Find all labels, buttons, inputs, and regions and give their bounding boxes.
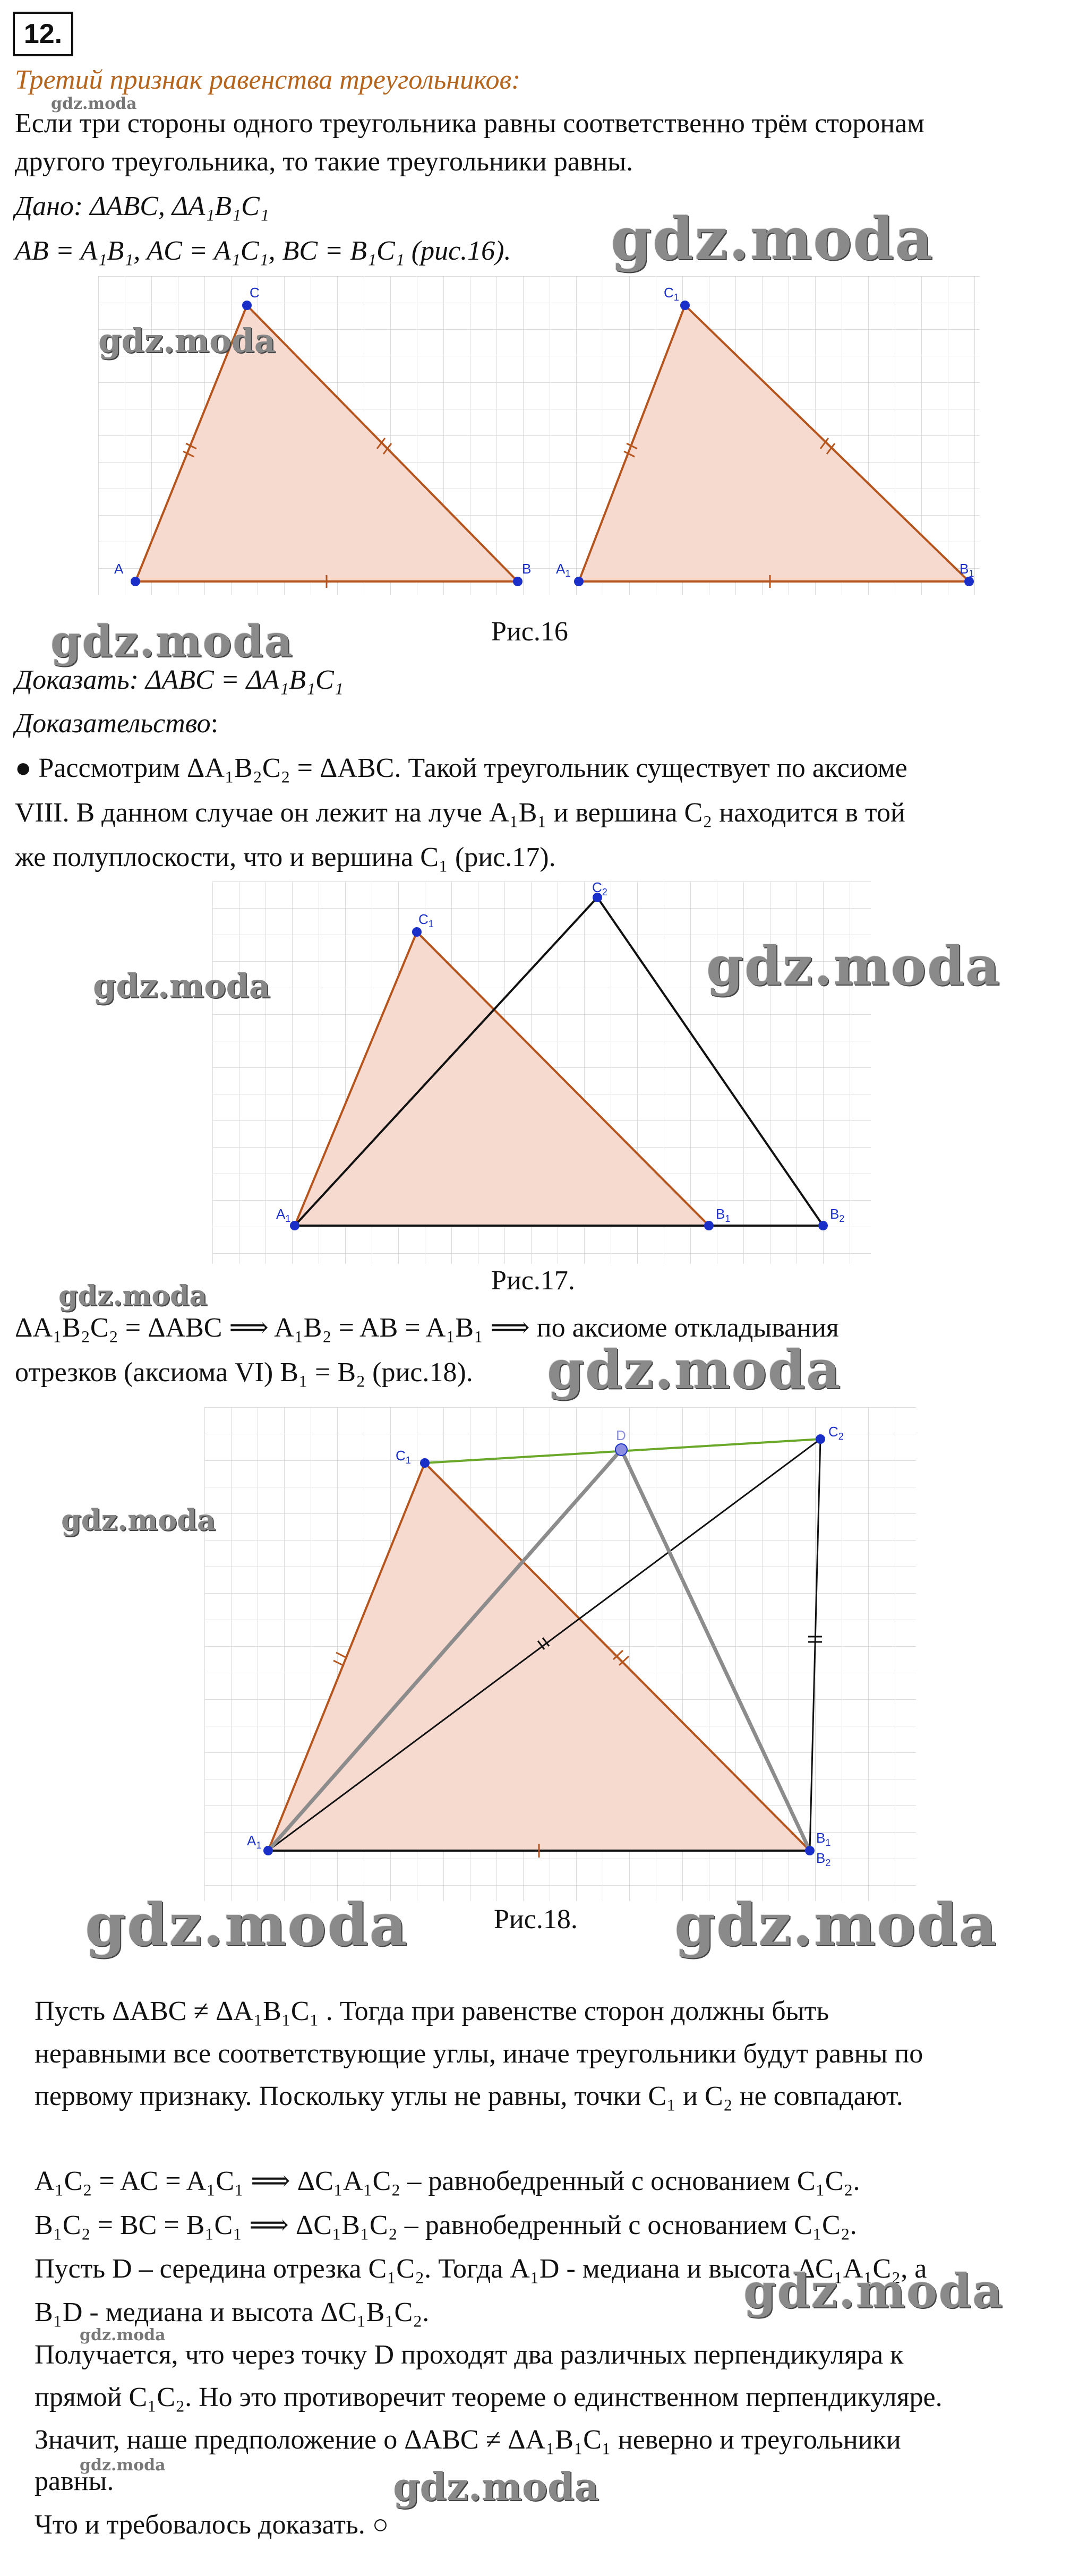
para4-line-6: прямой C₁C₂. Но это противоречит теореме о единственном перпендикуляре. xyxy=(35,2382,943,2412)
label-b2-letter: B xyxy=(816,1850,826,1866)
fig16-caption: Рис.16 xyxy=(491,617,568,647)
given-label: Дано: xyxy=(15,191,83,221)
point-a xyxy=(131,577,140,586)
para4-line-7: Значит, наше предположение о ΔABC ≠ ΔA₁B₁C₁ неверно и треугольники xyxy=(35,2425,901,2455)
watermark-para2: gdz.moda xyxy=(547,1338,842,1401)
point-b1 xyxy=(805,1846,815,1855)
label-b1-sub: 1 xyxy=(725,1213,731,1224)
proof-line xyxy=(15,706,218,741)
label-d: D xyxy=(616,1427,626,1443)
label-b2-sub: 2 xyxy=(839,1213,845,1224)
label-b2-sub: 2 xyxy=(825,1858,831,1868)
watermark-fig17-left: gdz.moda xyxy=(93,966,270,1005)
watermark-fig17-right: gdz.moda xyxy=(706,935,1001,997)
watermark-bottom-right: gdz.moda xyxy=(674,1890,998,1959)
point-b xyxy=(513,577,523,586)
point-a1 xyxy=(290,1221,299,1230)
label-a1-letter: A xyxy=(276,1206,286,1222)
label-c2-letter: C xyxy=(828,1424,838,1440)
point-c1 xyxy=(412,927,422,937)
label-c1-letter: C xyxy=(664,285,674,301)
proof-colon: : xyxy=(210,708,219,739)
point-c2 xyxy=(816,1434,825,1444)
prove-label: Доказать xyxy=(15,665,130,695)
watermark-small-2: gdz.moda xyxy=(80,2326,166,2344)
para2-line-2: отрезков (аксиома VI) B₁ = B₂ (рис.18). xyxy=(15,1357,473,1388)
label-b1-sub: 1 xyxy=(969,568,974,579)
given-equalities: AB = A₁B₁, AC = A₁C₁, BC = B₁C₁ (рис.16). xyxy=(15,236,511,266)
point-b2 xyxy=(818,1221,828,1230)
point-d xyxy=(615,1444,627,1456)
para4-line-1: A₁C₂ = AC = A₁C₁ ⟹ ΔC₁A₁C₂ – равнобедренный с основанием C₁C₂. xyxy=(35,2166,860,2196)
label-a1-sub: 1 xyxy=(256,1840,262,1851)
label-a1-sub: 1 xyxy=(285,1213,291,1224)
watermark-end: gdz.moda xyxy=(393,2464,599,2509)
statement-line-1: Если три стороны одного треугольника равны соответственно трём сторонам xyxy=(15,108,925,139)
label-c1-sub: 1 xyxy=(405,1455,411,1466)
given-line xyxy=(15,189,269,224)
para1-line-2: VIII. В данном случае он лежит на луче A₁B₁ и вершина C₂ находится в той xyxy=(15,798,905,828)
prove-line xyxy=(15,663,344,697)
watermark-fig18: gdz.moda xyxy=(61,1503,216,1537)
point-c1 xyxy=(680,301,690,310)
label-b1-letter: B xyxy=(816,1830,826,1846)
para3-line-2: неравными все соответствующие углы, иначе треугольники будут равны по xyxy=(35,2039,923,2069)
para3-line-1: Пусть ΔABC ≠ ΔA₁B₁C₁ . Тогда при равенстве сторон должны быть xyxy=(35,1996,829,2026)
watermark-mid: gdz.moda xyxy=(50,616,294,667)
watermark-small-3: gdz.moda xyxy=(80,2456,166,2475)
label-c: C xyxy=(250,285,260,301)
para4-line-2: B₁C₂ = BC = B₁C₁ ⟹ ΔC₁B₁C₂ – равнобедренный с основанием C₁C₂. xyxy=(35,2210,857,2240)
given-text: ΔABC, ΔA₁B₁C₁ xyxy=(90,191,269,221)
label-c2-letter: C xyxy=(592,882,602,895)
fig18-caption: Рис.18. xyxy=(494,1904,578,1935)
point-a1 xyxy=(263,1846,273,1855)
label-a1-letter: A xyxy=(247,1833,256,1848)
label-c2-sub: 2 xyxy=(602,887,607,897)
watermark-caption17: gdz.moda xyxy=(58,1280,208,1312)
watermark-para4: gdz.moda xyxy=(743,2263,1004,2318)
label-c1-sub: 1 xyxy=(428,919,434,929)
point-c xyxy=(242,301,252,310)
para4-line-3: Пусть D – середина отрезка C₁C₂. Тогда A₁D - медиана и высота ΔC₁A₁C₂, а xyxy=(35,2254,927,2284)
label-a1-letter: A xyxy=(556,561,566,577)
heading: Третий признак равенства треугольников: xyxy=(15,65,521,95)
para2-line-1: ΔA₁B₂C₂ = ΔABC ⟹ A₁B₂ = AB = A₁B₁ ⟹ по аксиоме откладывания xyxy=(15,1313,839,1343)
figure-18 xyxy=(204,1407,916,1901)
fig17-caption: Рис.17. xyxy=(491,1265,575,1296)
label-a1-sub: 1 xyxy=(565,568,571,579)
para4-line-8: равны. xyxy=(35,2466,114,2496)
watermark-fig16: gdz.moda xyxy=(98,321,276,360)
label-c1-letter: C xyxy=(418,911,429,927)
prove-text: : ΔABC = ΔA₁B₁C₁ xyxy=(129,665,344,695)
label-b1-sub: 1 xyxy=(825,1837,831,1848)
problem-number: 12. xyxy=(13,12,73,56)
proof-label: Доказательство xyxy=(15,708,211,739)
label-b1-letter: B xyxy=(716,1206,725,1222)
para4-line-4: B₁D - медиана и высота ΔC₁B₁C₂. xyxy=(35,2297,430,2327)
label-c1-letter: C xyxy=(396,1448,406,1464)
label-b1-letter: B xyxy=(960,561,969,577)
para4-line-5: Получается, что через точку D проходят два различных перпендикуляра к xyxy=(35,2340,904,2370)
watermark-small: gdz.moda xyxy=(51,95,137,113)
point-c1 xyxy=(420,1458,430,1468)
label-a: A xyxy=(114,561,124,577)
para4-line-9: Что и требовалось доказать. ○ xyxy=(35,2510,389,2540)
statement-line-2: другого треугольника, то такие треугольники равны. xyxy=(15,147,633,177)
watermark-bottom-left: gdz.moda xyxy=(85,1890,408,1959)
point-b1 xyxy=(704,1221,714,1230)
para1-line-3: же полуплоскости, что и вершина C₁ (рис.17). xyxy=(15,842,556,872)
para1-line-1: ● Рассмотрим ΔA₁B₂C₂ = ΔABC. Такой треугольник существует по аксиоме xyxy=(15,753,907,783)
label-c1-sub: 1 xyxy=(673,292,679,303)
label-b: B xyxy=(522,561,532,577)
label-b2-letter: B xyxy=(830,1206,840,1222)
point-a1 xyxy=(574,577,584,586)
para3-line-3: первому признаку. Поскольку углы не равны, точки C₁ и C₂ не совпадают. xyxy=(35,2081,903,2111)
watermark-big: gdz.moda xyxy=(611,204,934,273)
label-c2-sub: 2 xyxy=(838,1431,844,1442)
